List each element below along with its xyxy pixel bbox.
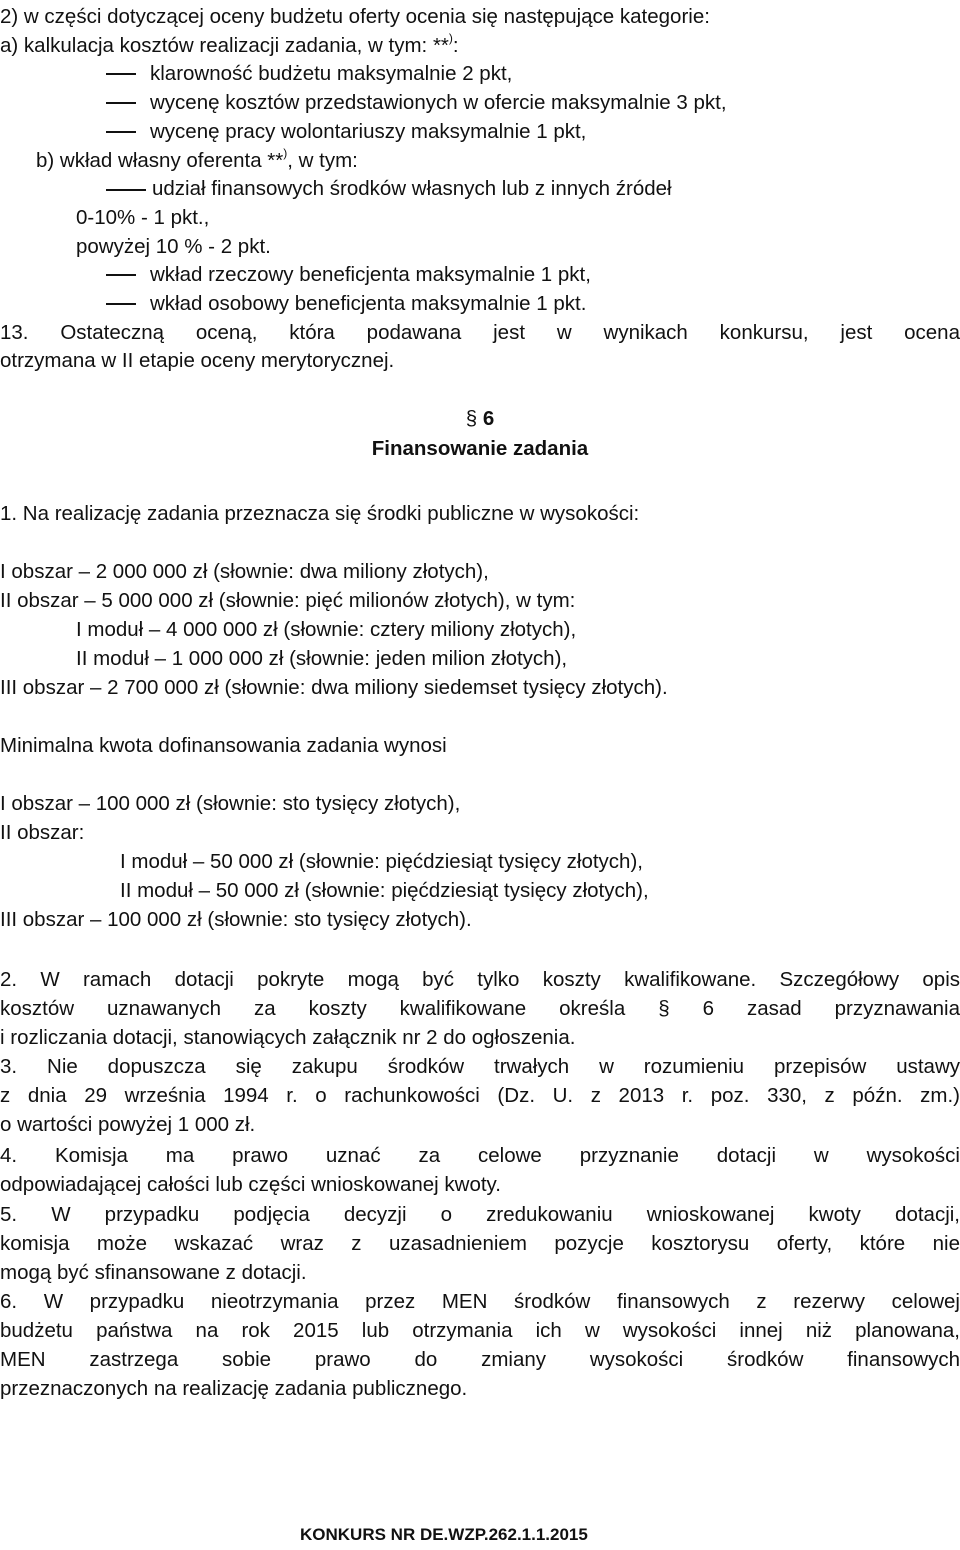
point-2-cont: i rozliczania dotacji, stanowiących załącznik nr 2 do ogłoszenia. <box>0 1026 576 1049</box>
point-5: 5. W przypadku podjęcia decyzji o zredukowaniu wnioskowanej kwoty dotacji, <box>0 1203 960 1226</box>
point-2: 2. W ramach dotacji pokryte mogą być tylko koszty kwalifikowane. Szczegółowy opis <box>0 968 960 991</box>
point-4: 4. Komisja ma prawo uznać za celowe przyznanie dotacji w wysokości <box>0 1144 960 1167</box>
funding-line: II moduł – 1 000 000 zł (słownie: jeden milion złotych), <box>76 647 568 670</box>
point-2-cont: kosztów uznawanych za koszty kwalifikowane określa § 6 zasad przyznawania <box>0 997 960 1020</box>
dash-bullet <box>106 131 136 133</box>
criteria-subitem: powyżej 10 % - 2 pkt. <box>76 235 271 258</box>
minimum-line: III obszar – 100 000 zł (słownie: sto tysięcy złotych). <box>0 908 472 931</box>
point-5-cont: komisja może wskazać wraz z uzasadnieniem pozycje kosztorysu oferty, które nie <box>0 1232 960 1255</box>
dash-bullet <box>106 274 136 276</box>
section-number: § 6 <box>465 407 495 430</box>
point-6-cont: przeznaczonych na realizację zadania publicznego. <box>0 1377 468 1400</box>
paragraph-13: 13. Ostateczną oceną, która podawana jest w wynikach konkursu, jest ocena <box>0 321 960 344</box>
point-3: 3. Nie dopuszcza się zakupu środków trwałych w rozumieniu przepisów ustawy <box>0 1055 960 1078</box>
point-3-cont: z dnia 29 września 1994 r. o rachunkowości (Dz. U. z 2013 r. poz. 330, z późn. zm.) <box>0 1084 960 1107</box>
criteria-item-b: b) wkład własny oferenta **), w tym: <box>36 146 358 172</box>
funding-line: I obszar – 2 000 000 zł (słownie: dwa miliony złotych), <box>0 560 489 583</box>
dash-bullet <box>106 102 136 104</box>
criteria-subitem: wkład osobowy beneficjenta maksymalnie 1 pkt. <box>150 292 587 315</box>
funding-line: I moduł – 4 000 000 zł (słownie: cztery miliony złotych), <box>76 618 577 641</box>
minimum-line: I moduł – 50 000 zł (słownie: pięćdziesiąt tysięcy złotych), <box>120 850 643 873</box>
page-footer: KONKURS NR DE.WZP.262.1.1.2015 <box>300 1525 588 1544</box>
criteria-subitem: 0-10% - 1 pkt., <box>76 206 210 229</box>
minimum-line: II moduł – 50 000 zł (słownie: pięćdziesiąt tysięcy złotych), <box>120 879 649 902</box>
point-3-cont: o wartości powyżej 1 000 zł. <box>0 1113 256 1136</box>
criteria-intro: 2) w części dotyczącej oceny budżetu oferty ocenia się następujące kategorie: <box>0 5 710 28</box>
criteria-subitem: klarowność budżetu maksymalnie 2 pkt, <box>150 62 513 85</box>
funding-intro: 1. Na realizację zadania przeznacza się środki publiczne w wysokości: <box>0 502 640 525</box>
minimum-line: II obszar: <box>0 821 85 844</box>
criteria-subitem: wycenę kosztów przedstawionych w ofercie maksymalnie 3 pkt, <box>150 91 727 114</box>
point-6-cont: budżetu państwa na rok 2015 lub otrzymania ich w wysokości innej niż planowana, <box>0 1319 960 1342</box>
criteria-subitem: udział finansowych środków własnych lub z innych źródeł <box>152 177 672 200</box>
minimum-line: I obszar – 100 000 zł (słownie: sto tysięcy złotych), <box>0 792 461 815</box>
funding-line: II obszar – 5 000 000 zł (słownie: pięć milionów złotych), w tym: <box>0 589 576 612</box>
minimum-heading: Minimalna kwota dofinansowania zadania wynosi <box>0 734 447 757</box>
criteria-subitem: wycenę pracy wolontariuszy maksymalnie 1 pkt, <box>150 120 587 143</box>
dash-bullet <box>106 73 136 75</box>
criteria-subitem: wkład rzeczowy beneficjenta maksymalnie 1 pkt, <box>150 263 591 286</box>
point-6: 6. W przypadku nieotrzymania przez MEN środków finansowych z rezerwy celowej <box>0 1290 960 1313</box>
paragraph-13-cont: otrzymana w II etapie oceny merytorycznej. <box>0 349 395 372</box>
point-6-cont: MEN zastrzega sobie prawo do zmiany wysokości środków finansowych <box>0 1348 960 1371</box>
dash-bullet <box>106 303 136 305</box>
point-4-cont: odpowiadającej całości lub części wnioskowanej kwoty. <box>0 1173 501 1196</box>
point-5-cont: mogą być sfinansowane z dotacji. <box>0 1261 307 1284</box>
funding-line: III obszar – 2 700 000 zł (słownie: dwa miliony siedemset tysięcy złotych). <box>0 676 668 699</box>
section-title: Finansowanie zadania <box>371 437 589 460</box>
criteria-item-a: a) kalkulacja kosztów realizacji zadania, w tym: **): <box>0 31 459 57</box>
dash-bullet <box>106 189 146 191</box>
